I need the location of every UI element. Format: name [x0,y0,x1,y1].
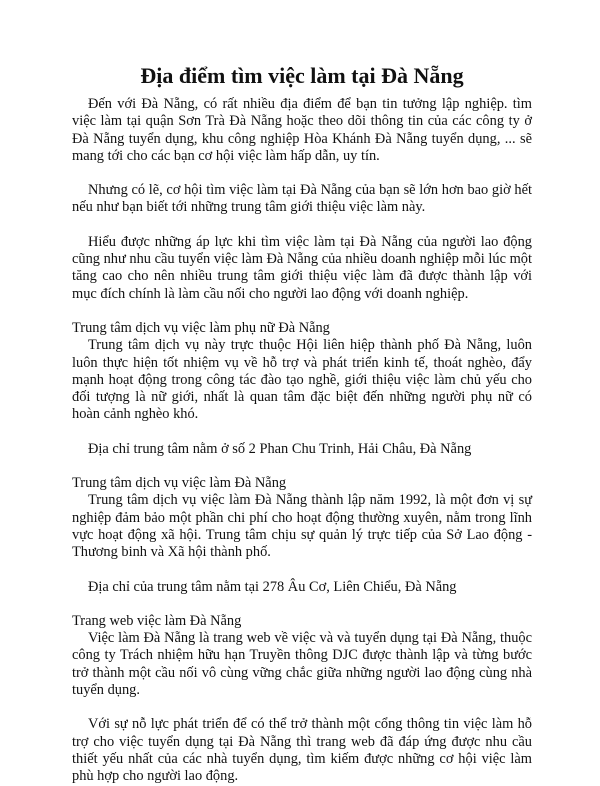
intro-paragraph-3: Hiểu được những áp lực khi tìm việc làm tại Đà Nẵng của người lao động cũng như nhu cầu tuyển việc làm Đà Nẵng của nhiều doanh nghiệp mỗi lúc một tăng cao cho nên nhiều trung tâm giới thiệu việc làm đã được thành lập với mục đích chính là làm cầu nối cho người lao động với doanh nghiệp. [72,233,532,302]
section-body-employment-center: Trung tâm dịch vụ việc làm Đà Nẵng thành lập năm 1992, là một đơn vị sự nghiệp đảm bảo một phần chi phí cho hoạt động thường xuyên, nằm trong lĩnh vực hoạt động xã hội. Trung tâm chịu sự quản lý trực tiếp của Sở Lao động - Thương binh và Xã hội thành phố. [72,492,532,561]
document-title: Địa điểm tìm việc làm tại Đà Nẵng [140,63,464,88]
intro-paragraph-2: Nhưng có lẽ, cơ hội tìm việc làm tại Đà Nẵng của bạn sẽ lớn hơn bao giờ hết nếu như bạn biết tới những trung tâm giới thiệu việc làm này. [72,182,532,216]
section-heading-womens-center: Trung tâm dịch vụ việc làm phụ nữ Đà Nẵng [72,319,330,336]
section-address-employment-center: Địa chỉ của trung tâm nằm tại 278 Âu Cơ, Liên Chiểu, Đà Nẵng [88,578,457,595]
section-extra-jobs-website: Với sự nỗ lực phát triển để có thể trở thành một cổng thông tin việc làm hỗ trợ cho việc tuyển dụng tại Đà Nẵng thì trang web đã đáp ứng được nhu cầu thiết yếu nhất của các nhà tuyển dụng, tìm kiếm được những cơ hội việc làm phù hợp cho người lao động. [72,716,532,785]
section-body-womens-center: Trung tâm dịch vụ này trực thuộc Hội liên hiệp thành phố Đà Nẵng, luôn luôn thực hiện tốt nhiệm vụ về hỗ trợ và phát triển kinh tế, thoát nghèo, đẩy mạnh hoạt động trong công tác đào tạo nghề, giới thiệu việc làm chủ yếu cho đối tượng là nữ giới, nhất là quan tâm đặc biệt đến những người phụ nữ có hoàn cảnh nghèo khó. [72,337,532,423]
intro-paragraph-1: Đến với Đà Nẵng, có rất nhiều địa điểm để bạn tin tưởng lập nghiệp. tìm việc làm tại quận Sơn Trà Đà Nẵng hoặc theo dõi thông tin của các công ty ở Đà Nẵng tuyển dụng, khu công nghiệp Hòa Khánh Đà Nẵng tuyển dụng, ... sẽ mang tới cho các bạn cơ hội việc làm hấp dẫn, uy tín. [72,96,532,164]
section-address-womens-center: Địa chỉ trung tâm nằm ở số 2 Phan Chu Trinh, Hải Châu, Đà Nẵng [88,440,472,457]
section-body-jobs-website: Việc làm Đà Nẵng là trang web về việc và và tuyển dụng tại Đà Nẵng, thuộc công ty Trách nhiệm hữu hạn Truyền thông DJC được thành lập và từng bước trở thành một cầu nối vô cùng vững chắc giữa những người lao động cùng nhà tuyển dụng. [72,630,532,699]
section-heading-employment-center: Trung tâm dịch vụ việc làm Đà Nẵng [72,475,287,492]
section-heading-jobs-website: Trang web việc làm Đà Nẵng [72,612,242,629]
